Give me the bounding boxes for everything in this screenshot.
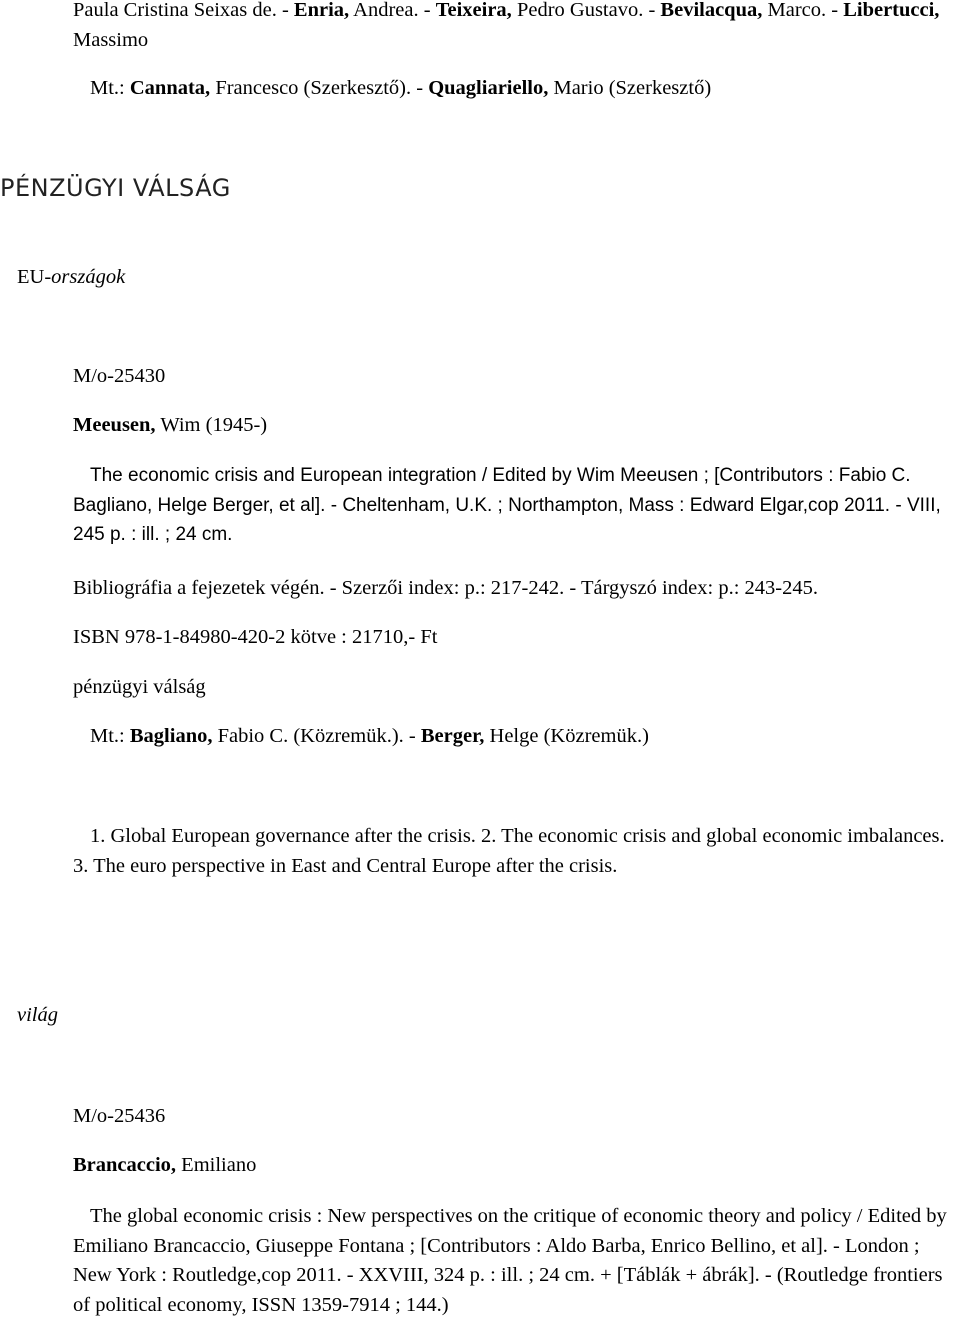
contributor-rest: Francesco (Szerkesztő). [210, 77, 412, 99]
author-surname: Enria, [293, 0, 350, 21]
contributors-line [73, 74, 956, 104]
record-notes: Bibliográfia a fejezetek végén. - Szerzői index: p.: 217-242. - Tárgyszó index: p.: 243-245. [73, 577, 818, 599]
author-rest: Emiliano [176, 1154, 257, 1176]
contributors-prefix: Mt.: [90, 77, 130, 99]
separator: - [403, 725, 421, 747]
contributors-prefix: Mt.: [90, 725, 130, 747]
subsection-italic: országok [51, 266, 126, 288]
separator: - [418, 0, 436, 21]
author-surname: Brancaccio, [73, 1154, 177, 1176]
separator: - [826, 0, 844, 21]
contributors-line [73, 722, 956, 752]
authors-line [73, 0, 956, 55]
subsection-heading [17, 263, 125, 293]
record-description: The global economic crisis : New perspectives on the critique of economic theory and policy / Edited by Emiliano Brancaccio, Giuseppe Fontana ; [Contributors : Aldo Barba, Enrico Bellino, et al]. - London ; New York : Routledge,cop 2011. - XXVIII, 324 p. : ill. ; 24 cm. + [Táblák + ábrák]. - (Routledge frontiers of political economy, ISSN 1359-7914 ; 144.) [73, 1205, 947, 1316]
author-surname: Teixeira, [435, 0, 512, 21]
author-surname: Bevilacqua, [660, 0, 763, 21]
section-heading: PÉNZÜGYI VÁLSÁG [0, 174, 231, 202]
call-number: M/o-25436 [73, 1105, 166, 1127]
separator: - [411, 77, 429, 99]
author-surname: Meeusen, [73, 414, 156, 436]
contributor-rest: Helge (Közremük.) [484, 725, 649, 747]
contributor-surname: Cannata, [129, 77, 211, 99]
contents-note: 1. Global European governance after the crisis. 2. The economic crisis and global economic imbalances. 3. The euro perspective in East and Central Europe after the crisis. [73, 825, 945, 877]
contributor-rest: Mario (Szerkesztő) [548, 77, 712, 99]
subsection-prefix: EU- [17, 266, 52, 288]
subsection-heading: világ [17, 1004, 58, 1026]
separator: - [643, 0, 661, 21]
contributor-surname: Quagliariello, [428, 77, 549, 99]
author-given-name: Andrea. [349, 0, 419, 21]
author-name: Paula Cristina Seixas de. [73, 0, 277, 21]
contributor-surname: Berger, [420, 725, 485, 747]
author-rest: Wim (1945-) [155, 414, 268, 436]
record-description: The economic crisis and European integration / Edited by Wim Meeusen ; [Contributors : Fabio C. Bagliano, Helge Berger, et al]. - Cheltenham, U.K. ; Northampton, Mass : Edward Elgar,cop 2011. - VIII, 245 p. : ill. ; 24 cm. [73, 465, 941, 545]
main-author [73, 1151, 956, 1181]
separator: - [276, 0, 294, 21]
call-number: M/o-25430 [73, 365, 166, 387]
author-given-name: Massimo [73, 28, 149, 51]
author-given-name: Pedro Gustavo. [511, 0, 644, 21]
contributor-surname: Bagliano, [129, 725, 213, 747]
author-given-name: Marco. [762, 0, 827, 21]
contributor-rest: Fabio C. (Közremük.). [212, 725, 404, 747]
subject-term: pénzügyi válság [73, 676, 206, 698]
author-surname: Libertucci, [843, 0, 940, 21]
isbn-line: ISBN 978-1-84980-420-2 kötve : 21710,- Ft [73, 626, 438, 648]
main-author [73, 411, 956, 441]
